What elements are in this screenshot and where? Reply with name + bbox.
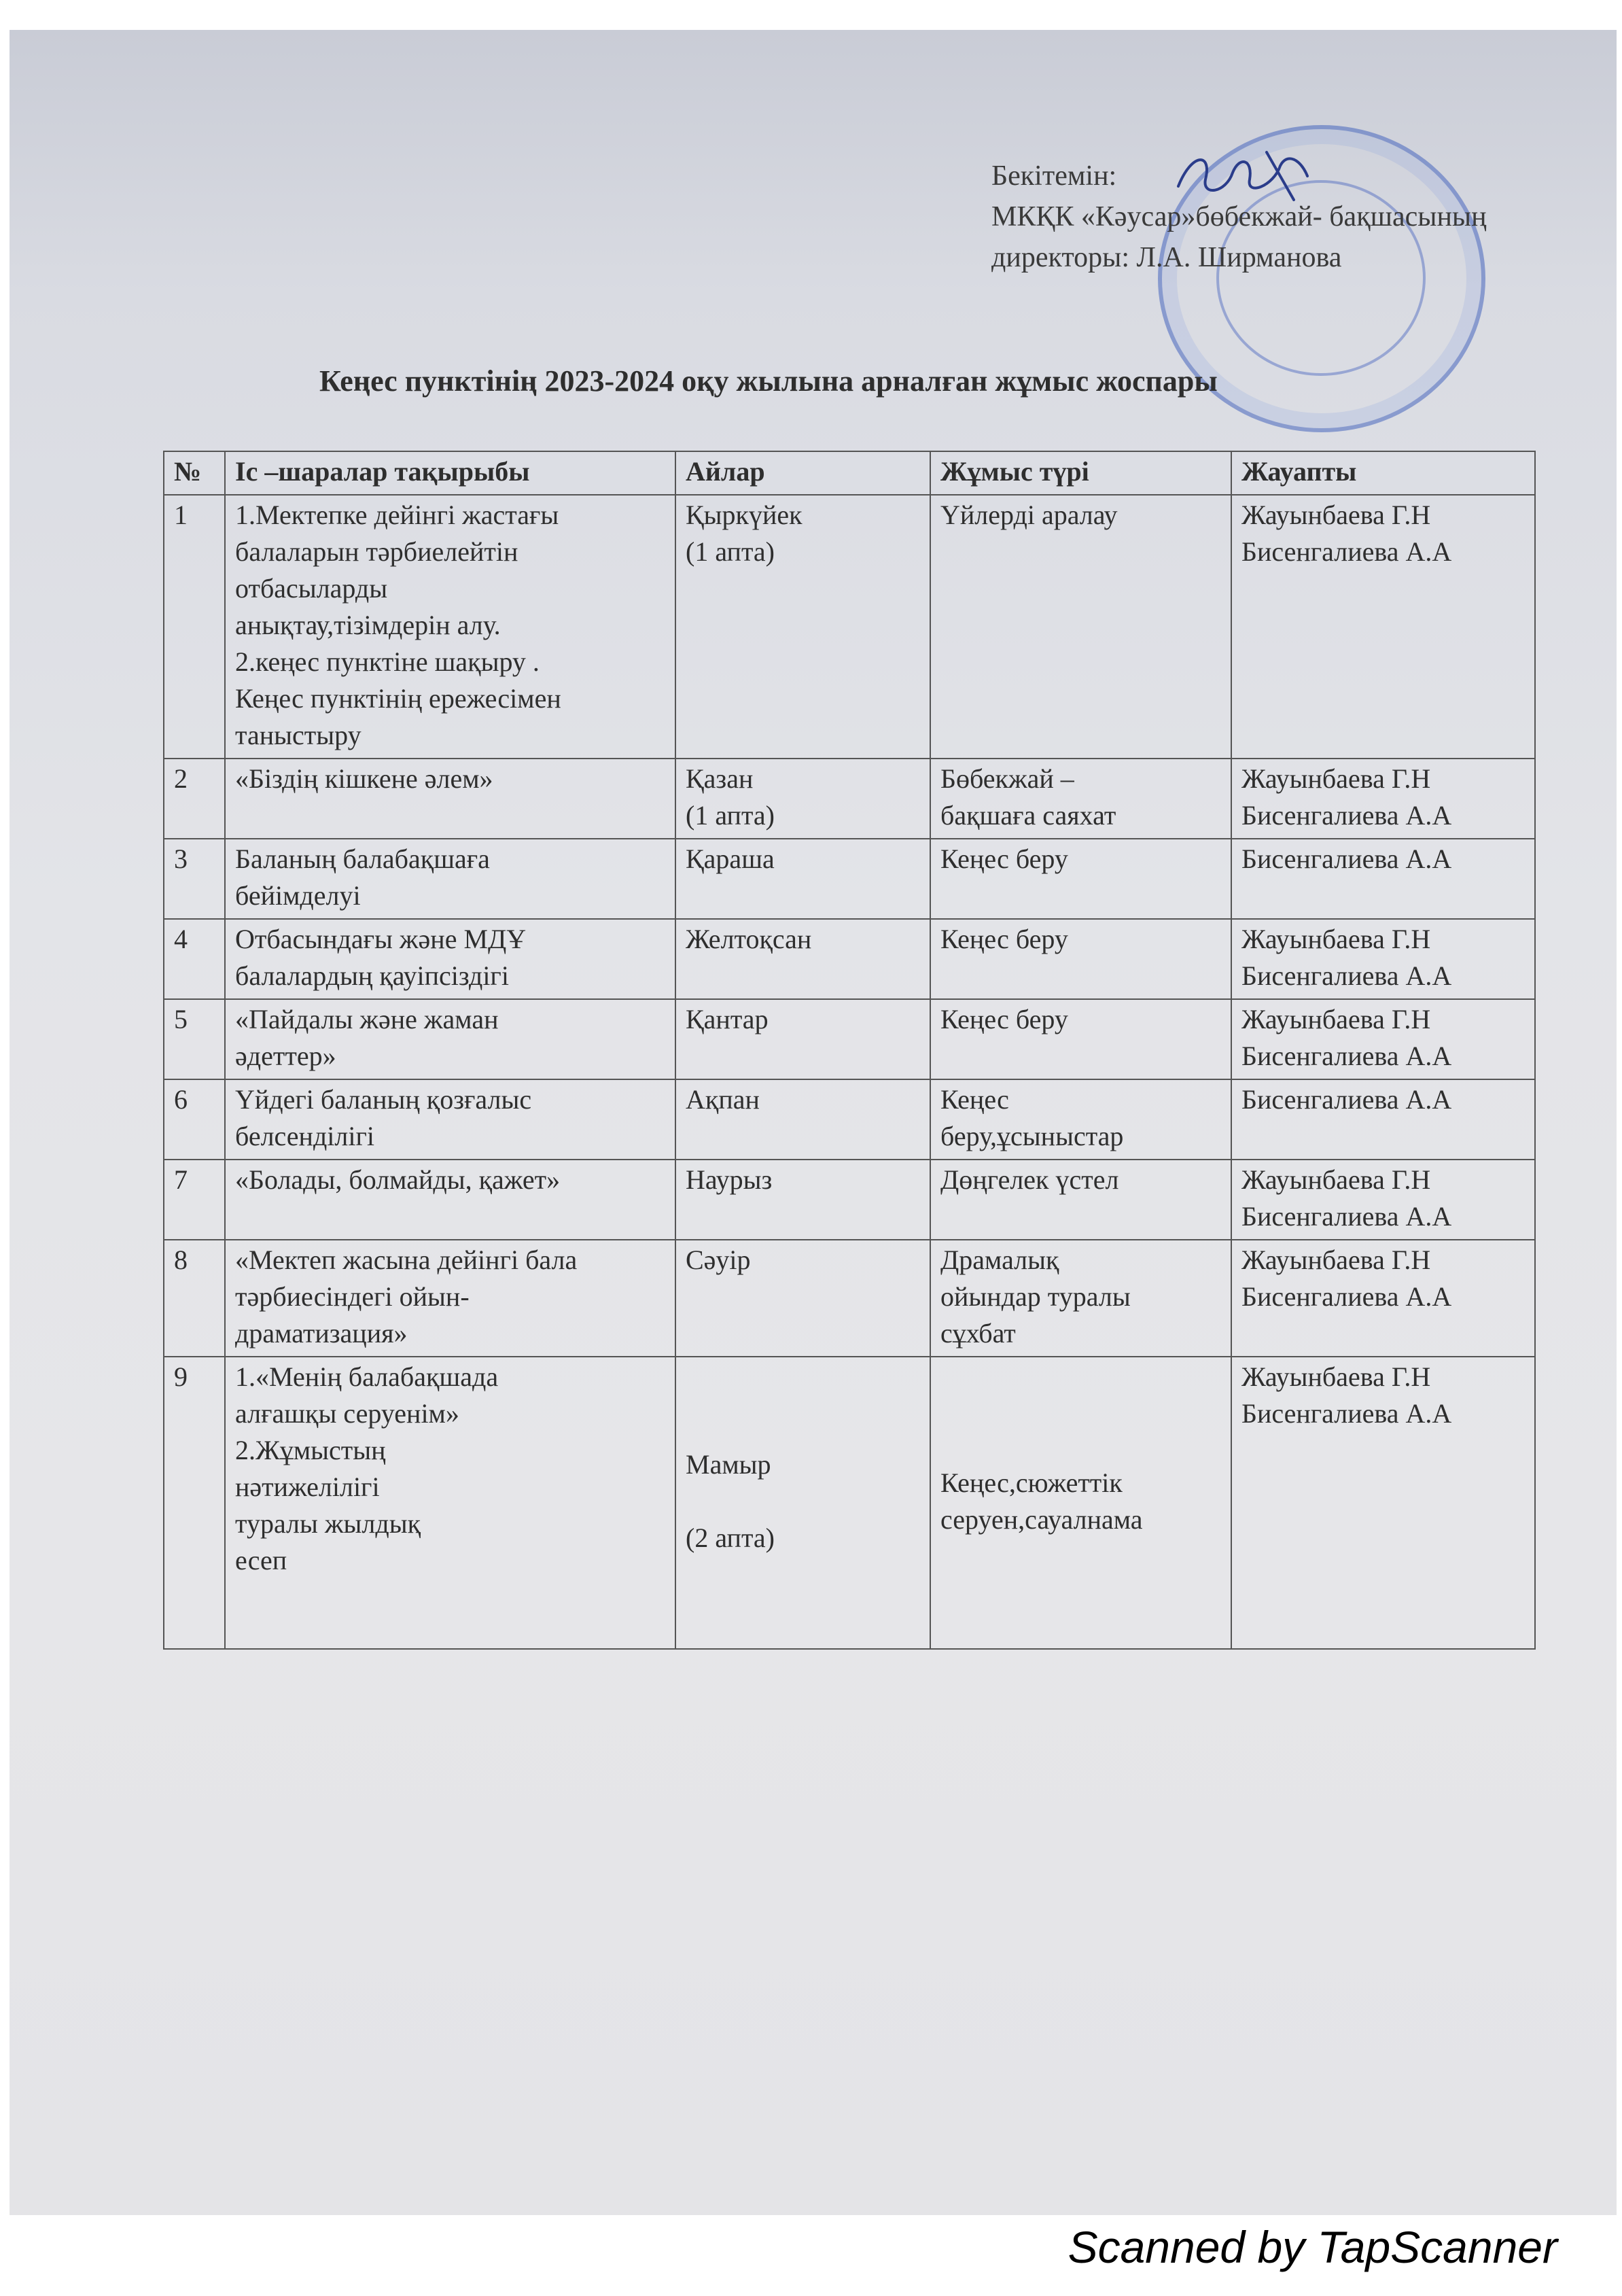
cell-month xyxy=(675,999,930,1079)
header-topic: Іс –шаралар тақырыбы xyxy=(225,451,675,495)
cell-responsible xyxy=(1231,919,1535,999)
cell-month-line: Сәуір xyxy=(686,1245,751,1275)
cell-topic xyxy=(225,495,675,759)
cell-topic xyxy=(225,839,675,919)
cell-month-line: (1 апта) xyxy=(686,800,775,831)
cell-number: 3 xyxy=(164,839,225,919)
cell-topic-line: анықтау,тізімдерін алу. xyxy=(235,610,501,640)
cell-month xyxy=(675,1160,930,1240)
cell-topic-line: «Пайдалы және жаман xyxy=(235,1004,499,1034)
cell-topic-line: белсенділігі xyxy=(235,1121,374,1151)
cell-responsible-line: Бисенгалиева А.А xyxy=(1241,1041,1452,1071)
table-row xyxy=(164,1240,1535,1357)
cell-responsible-line: Жауынбаева Г.Н xyxy=(1241,1004,1431,1034)
cell-topic-line: Кеңес пунктінің ережесімен xyxy=(235,683,561,714)
cell-month-line: Наурыз xyxy=(686,1164,773,1195)
cell-month xyxy=(675,839,930,919)
cell-work-type-line: Кеңес беру xyxy=(940,924,1068,954)
cell-work-type-line: Кеңес,сюжеттік xyxy=(940,1467,1123,1498)
cell-month-line: Қараша xyxy=(686,843,775,874)
cell-month-line: (1 апта) xyxy=(686,536,775,567)
cell-responsible xyxy=(1231,495,1535,759)
header-responsible: Жауапты xyxy=(1231,451,1535,495)
cell-work-type-line: Дөңгелек үстел xyxy=(940,1164,1119,1195)
cell-work-type xyxy=(930,999,1231,1079)
cell-month-line: Қыркүйек xyxy=(686,500,803,530)
cell-month xyxy=(675,1357,930,1649)
cell-topic xyxy=(225,999,675,1079)
table-row xyxy=(164,919,1535,999)
cell-topic xyxy=(225,1079,675,1160)
cell-work-type xyxy=(930,1357,1231,1649)
cell-work-type-line: Кеңес xyxy=(940,1084,1009,1115)
cell-topic-line: «Болады, болмайды, қажет» xyxy=(235,1164,561,1195)
cell-topic-line: туралы жылдық xyxy=(235,1508,421,1539)
cell-responsible-line: Жауынбаева Г.Н xyxy=(1241,1245,1431,1275)
cell-topic-line: отбасыларды xyxy=(235,573,388,604)
cell-topic-line: таныстыру xyxy=(235,720,362,750)
approval-line-2: МКҚК «Кәусар»бөбекжай- бақшасының xyxy=(991,201,1487,232)
cell-work-type-line: ойындар туралы xyxy=(940,1281,1131,1312)
cell-work-type xyxy=(930,1160,1231,1240)
cell-work-type-line: Драмалық xyxy=(940,1245,1059,1275)
cell-responsible-line: Жауынбаева Г.Н xyxy=(1241,924,1431,954)
document-title: Кеңес пунктінің 2023-2024 оқу жылына арналған жұмыс жоспары xyxy=(319,364,1218,398)
cell-number: 6 xyxy=(164,1079,225,1160)
cell-responsible xyxy=(1231,1079,1535,1160)
table-body xyxy=(164,495,1535,1649)
cell-topic-line: 1.«Менің балабақшада xyxy=(235,1361,499,1392)
cell-responsible xyxy=(1231,1240,1535,1357)
cell-topic xyxy=(225,1240,675,1357)
approval-line-1: Бекітемін: xyxy=(991,160,1117,192)
cell-topic-line: Отбасындағы және МДҰ xyxy=(235,924,527,954)
cell-work-type-line: Бөбекжай – xyxy=(940,763,1074,794)
cell-topic-line: 2.Жұмыстың xyxy=(235,1435,386,1465)
cell-work-type xyxy=(930,839,1231,919)
cell-number: 5 xyxy=(164,999,225,1079)
cell-responsible xyxy=(1231,839,1535,919)
table-row xyxy=(164,839,1535,919)
cell-topic-line: Баланың балабақшаға xyxy=(235,843,490,874)
cell-topic-line: алғашқы серуенім» xyxy=(235,1398,459,1429)
table-row xyxy=(164,759,1535,839)
cell-month-line: (2 апта) xyxy=(686,1523,775,1553)
cell-topic-line: есеп xyxy=(235,1545,287,1576)
cell-number: 9 xyxy=(164,1357,225,1649)
approval-line-3: директоры: Л.А. Ширманова xyxy=(991,242,1342,273)
cell-topic-line: нәтижелілігі xyxy=(235,1472,380,1502)
cell-topic xyxy=(225,759,675,839)
cell-topic-line: «Мектеп жасына дейінгі бала xyxy=(235,1245,578,1275)
cell-topic-line: драматизация» xyxy=(235,1318,408,1349)
cell-work-type-line: серуен,сауалнама xyxy=(940,1504,1143,1535)
cell-month-line: Желтоқсан xyxy=(686,924,812,954)
cell-topic-line: балаларын тәрбиелейтін xyxy=(235,536,518,567)
cell-work-type-line: Үйлерді аралау xyxy=(940,500,1118,530)
cell-topic-line: 1.Мектепке дейінгі жастағы xyxy=(235,500,559,530)
cell-responsible-line: Бисенгалиева А.А xyxy=(1241,536,1452,567)
cell-topic xyxy=(225,919,675,999)
cell-responsible xyxy=(1231,1357,1535,1649)
table-row xyxy=(164,1357,1535,1649)
cell-responsible-line: Бисенгалиева А.А xyxy=(1241,1084,1452,1115)
cell-responsible-line: Бисенгалиева А.А xyxy=(1241,960,1452,991)
cell-work-type xyxy=(930,919,1231,999)
cell-work-type-line: беру,ұсыныстар xyxy=(940,1121,1124,1151)
cell-work-type xyxy=(930,1240,1231,1357)
cell-number: 2 xyxy=(164,759,225,839)
cell-topic-line: тәрбиесіндегі ойын- xyxy=(235,1281,470,1312)
cell-topic-line: бейімделуі xyxy=(235,880,361,911)
cell-number: 8 xyxy=(164,1240,225,1357)
cell-topic-line: Үйдегі баланың қозғалыс xyxy=(235,1084,532,1115)
cell-responsible-line: Бисенгалиева А.А xyxy=(1241,1201,1452,1232)
cell-number: 7 xyxy=(164,1160,225,1240)
cell-month xyxy=(675,919,930,999)
cell-work-type xyxy=(930,759,1231,839)
cell-responsible xyxy=(1231,1160,1535,1240)
table-row xyxy=(164,495,1535,759)
table-row xyxy=(164,1079,1535,1160)
table-row xyxy=(164,1160,1535,1240)
work-plan-table xyxy=(163,451,1536,1650)
cell-number: 4 xyxy=(164,919,225,999)
header-number: № xyxy=(164,451,225,495)
cell-month-line: Қантар xyxy=(686,1004,769,1034)
cell-topic-line: балалардың қауіпсіздігі xyxy=(235,960,509,991)
cell-month xyxy=(675,1079,930,1160)
cell-responsible-line: Жауынбаева Г.Н xyxy=(1241,1164,1431,1195)
cell-number: 1 xyxy=(164,495,225,759)
cell-month xyxy=(675,759,930,839)
cell-responsible-line: Бисенгалиева А.А xyxy=(1241,1281,1452,1312)
cell-month-line: Қазан xyxy=(686,763,754,794)
approval-block xyxy=(991,156,1487,278)
cell-responsible-line: Жауынбаева Г.Н xyxy=(1241,763,1431,794)
cell-topic-line: 2.кеңес пунктіне шақыру . xyxy=(235,646,540,677)
table-header-row xyxy=(164,451,1535,495)
cell-topic xyxy=(225,1160,675,1240)
cell-responsible xyxy=(1231,999,1535,1079)
header-work-type: Жұмыс түрі xyxy=(930,451,1231,495)
cell-work-type-line: Кеңес беру xyxy=(940,1004,1068,1034)
cell-work-type-line: сұхбат xyxy=(940,1318,1016,1349)
cell-work-type xyxy=(930,1079,1231,1160)
cell-month xyxy=(675,1240,930,1357)
cell-month xyxy=(675,495,930,759)
cell-responsible-line: Бисенгалиева А.А xyxy=(1241,800,1452,831)
cell-work-type xyxy=(930,495,1231,759)
cell-responsible-line: Бисенгалиева А.А xyxy=(1241,843,1452,874)
cell-topic-line: «Біздің кішкене әлем» xyxy=(235,763,493,794)
cell-month-line: Ақпан xyxy=(686,1084,760,1115)
header-months: Айлар xyxy=(675,451,930,495)
scanner-watermark: Scanned by TapScanner xyxy=(1068,2222,1557,2272)
cell-topic xyxy=(225,1357,675,1649)
cell-responsible xyxy=(1231,759,1535,839)
cell-work-type-line: бақшаға саяхат xyxy=(940,800,1116,831)
table-row xyxy=(164,999,1535,1079)
cell-month-line: Мамыр xyxy=(686,1449,771,1480)
cell-work-type-line: Кеңес беру xyxy=(940,843,1068,874)
cell-responsible-line: Жауынбаева Г.Н xyxy=(1241,1361,1431,1392)
cell-responsible-line: Жауынбаева Г.Н xyxy=(1241,500,1431,530)
cell-topic-line: әдеттер» xyxy=(235,1041,336,1071)
cell-responsible-line: Бисенгалиева А.А xyxy=(1241,1398,1452,1429)
